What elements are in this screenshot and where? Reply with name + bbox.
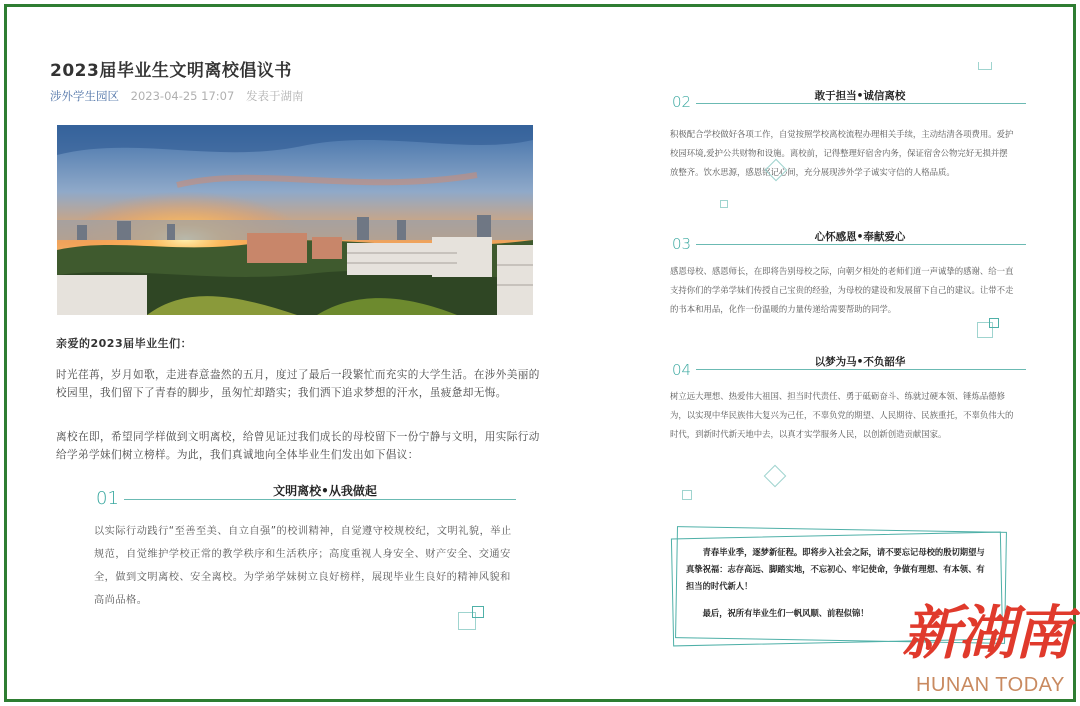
section-2-title: 敢于担当•诚信离校: [814, 90, 906, 102]
section-4-title: 以梦为马•不负韶华: [814, 356, 906, 368]
decorative-square: [682, 490, 692, 500]
section-2-text: 积极配合学校做好各项工作，自觉按照学校离校流程办理相关手续，主动结清各项费用。爱护校园环境,爱护公共财物和设施。离校前，记得整理好宿舍内务，保证宿舍公物完好无损并摆放整齐。饮水思源，感恩铭记心间，充分展现涉外学子诚实守信的人格品质。: [670, 129, 1014, 177]
publish-date: 2023-04-25 17:07: [130, 89, 235, 103]
section-4-divider: [696, 369, 1026, 370]
closing-paragraph-1: 青春毕业季，逐梦新征程。即将步入社会之际，请不要忘记母校的殷切期望与真挚祝福：志存高远、脚踏实地，不忘初心、牢记使命，争做有理想、有本领、有担当的时代新人！: [686, 547, 985, 591]
closing-paragraph-2: 最后，祝所有毕业生们一帆风顺、前程似锦！: [702, 608, 869, 618]
section-4-text: 树立远大理想、热爱伟大祖国、担当时代责任、勇于砥砺奋斗、练就过硬本领、锤炼品德修为，以实现中华民族伟大复兴为己任，不辜负党的期望、人民期待、民族重托，不辜负伟大的时代，到新时代新天地中去，以真才实学服务人民，以创新创造贡献国家。: [670, 391, 1014, 439]
section-1-divider: [124, 499, 516, 500]
section-1-title: 文明离校•从我做起: [273, 484, 377, 498]
watermark-en-text: HUNAN TODAY: [916, 674, 1065, 696]
section-1-text: 以实际行动践行“至善至美、自立自强”的校训精神，自觉遵守校规校纪，文明礼貌，举止规范，自觉维护学校正常的教学秩序和生活秩序；高度重视人身安全、财产安全、交通安全，做到文明离校、安全离校。为学弟学妹树立良好榜样，展现毕业生良好的精神风貌和高尚品格。: [94, 526, 512, 606]
section-3-title: 心怀感恩•奉献爱心: [814, 231, 906, 243]
section-3-divider: [696, 244, 1026, 245]
publish-location: 发表于湖南: [245, 89, 304, 103]
watermark-cn-text: 新湖南: [901, 599, 1070, 667]
section-2-divider: [696, 103, 1026, 104]
decorative-square: [989, 318, 999, 328]
letter-paragraph-2: 离校在即，希望同学样做到文明离校，给曾见证过我们成长的母校留下一份宁静与文明，用实际行动给学弟学妹们树立榜样。为此，我们真诚地向全体毕业生们发出如下倡议：: [56, 431, 540, 461]
author-link[interactable]: 涉外学生园区: [50, 89, 119, 103]
article-meta: [50, 88, 303, 104]
section-3-text: 感恩母校、感恩师长，在即将告别母校之际，向朝夕相处的老师们道一声诚挚的感谢、给一直支持你们的学弟学妹们传授自己宝贵的经验，为母校的建设和发展留下自己的建议。让带不走的书本和用品，化作一份温暖的力量传递给需要帮助的同学。: [670, 266, 1014, 314]
section-4-number: 04: [672, 361, 692, 379]
decorative-square: [720, 200, 728, 208]
section-3-number: 03: [672, 235, 692, 253]
campus-sunset-photo: [57, 125, 533, 315]
section-1-number: 01: [96, 488, 119, 509]
article-title: 2023届毕业生文明离校倡议书: [50, 61, 292, 81]
decorative-square: [472, 606, 484, 618]
letter-greeting: 亲爱的2023届毕业生们：: [56, 337, 193, 350]
hunan-today-watermark: [900, 598, 1072, 702]
section-2-number: 02: [672, 93, 692, 111]
decorative-square: [978, 62, 992, 70]
letter-paragraph-1: 时光荏苒，岁月如歌，走进春意盎然的五月，度过了最后一段繁忙而充实的大学生活。在涉外美丽的校园里，我们留下了青春的脚步，虽匆忙却踏实；我们洒下追求梦想的汗水，虽疲惫却无悔。: [56, 369, 540, 399]
